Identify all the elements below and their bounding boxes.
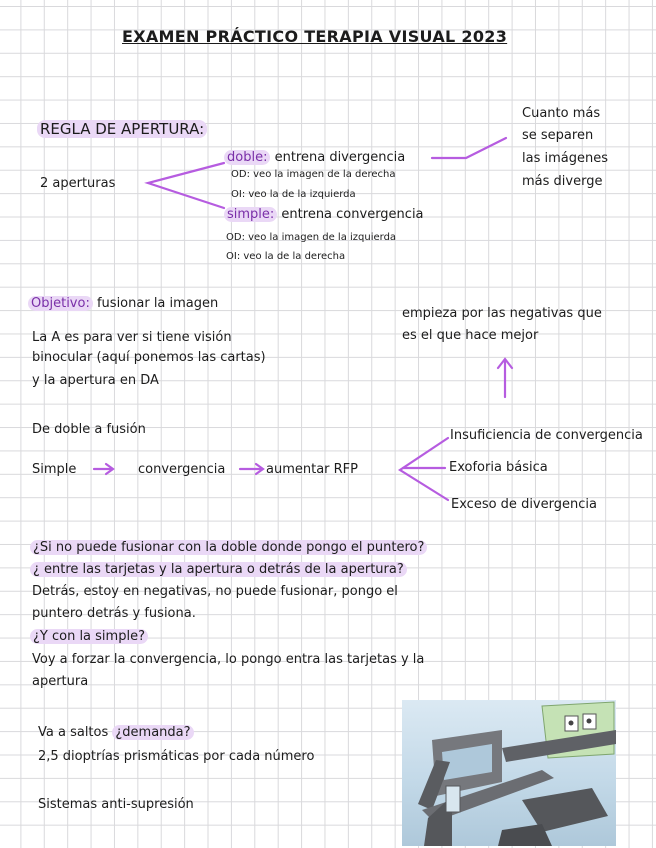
doble-oi: OI: veo la de la izquierda [231, 189, 356, 200]
doble-fusion: De doble a fusión [32, 422, 146, 437]
doble-line: doble: entrena divergencia [224, 150, 405, 166]
doble-key: doble: [224, 150, 270, 165]
objetivo-line: Objetivo: fusionar la imagen [28, 296, 218, 312]
answer-1-line-2: puntero detrás y fusiona. [32, 606, 196, 621]
sistemas-line: Sistemas anti-supresión [38, 797, 194, 812]
regla-heading: REGLA DE APERTURA: [37, 121, 207, 137]
negativas-line-1: empieza por las negativas que [402, 306, 602, 321]
dioptrias-line: 2,5 dioptrías prismáticas por cada número [38, 749, 315, 764]
objetivo-text-1: La A es para ver si tiene visión [32, 330, 232, 345]
branch-root-label: 2 aperturas [40, 176, 116, 191]
note-line-4: más diverge [522, 174, 603, 189]
branch-insuficiencia: Insuficiencia de convergencia [450, 428, 643, 443]
page-title: EXAMEN PRÁCTICO TERAPIA VISUAL 2023 [122, 27, 508, 46]
answer-2-line-2: apertura [32, 674, 89, 689]
doble-od: OD: veo la imagen de la derecha [231, 169, 396, 180]
simple-line: simple: entrena convergencia [224, 207, 424, 223]
objetivo-text-3: y la apertura en DA [32, 373, 159, 388]
question-1: ¿Si no puede fusionar con la doble donde pongo el puntero? [30, 540, 427, 556]
question-3: ¿Y con la simple? [30, 629, 148, 645]
branch-exceso: Exceso de divergencia [451, 497, 597, 512]
simple-oi: OI: veo la de la derecha [226, 251, 346, 262]
answer-2-line-1: Voy a forzar la convergencia, lo pongo entra las tarjetas y la [32, 652, 425, 667]
objetivo-key: Objetivo: [28, 296, 93, 311]
note-line-2: se separen [522, 128, 594, 143]
negativas-line-2: es el que hace mejor [402, 328, 539, 343]
question-2: ¿ entre las tarjetas y la apertura o detrás de la apertura? [30, 562, 407, 578]
note-line-1: Cuanto más [522, 106, 601, 121]
objetivo-text-2: binocular (aquí ponemos las cartas) [32, 350, 266, 365]
flow-simple: Simple [32, 462, 77, 477]
flow-convergencia: convergencia [138, 462, 226, 477]
saltos-line: Va a saltos ¿demanda? [38, 725, 194, 741]
note-line-3: las imágenes [522, 151, 608, 166]
simple-key: simple: [224, 207, 277, 222]
aperture-device-photo [402, 700, 616, 846]
branch-exoforia: Exoforia básica [449, 460, 548, 475]
flow-rfp: aumentar RFP [266, 462, 358, 477]
answer-1-line-1: Detrás, estoy en negativas, no puede fusionar, pongo el [32, 584, 398, 599]
simple-od: OD: veo la imagen de la izquierda [226, 232, 397, 243]
